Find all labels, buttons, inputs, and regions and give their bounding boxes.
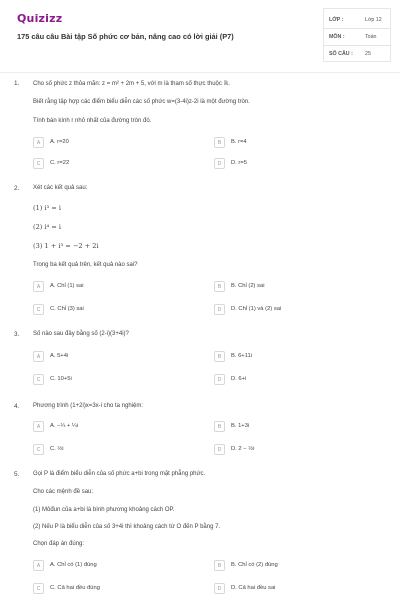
question-text: Cho số phức z thỏa mãn: z = m² + 2m + 5, với m là tham số thực thuộc ℝ. [33,81,230,87]
option-text: C. Chỉ (3) sai [50,306,84,312]
option-text: B. Chỉ có (2) đúng [231,562,278,568]
question-text: Biết rằng tập hợp các điểm biểu diễn các số phức w=(3-4i)z-2i là một đường tròn. [33,99,250,105]
option-text: A. −¼ + ¼i [50,423,79,429]
question-text: Gọi P là điểm biểu diễn của số phức a+bi trong mặt phẳng phức. [33,471,206,477]
option-text: B. 1+3i [231,423,250,429]
question-text: (1) Môđun của a+bi là bình phương khoảng cách OP. [33,507,175,513]
meta-value: Toán [365,34,377,40]
option-badge: B [214,281,225,292]
option-text: A. Chỉ (1) sai [50,283,84,289]
question-text: Tính bán kính r nhỏ nhất của đường tròn đó. [33,118,152,124]
question-number: 2. [14,185,20,192]
option-text: B. 6+11i [231,353,253,359]
option-badge: C [33,583,44,594]
quizizz-logo: Quizizz [17,12,63,25]
meta-key: MÔN : [329,34,345,40]
question-text: Cho các mệnh đề sau: [33,489,94,495]
option-text: B. Chỉ (2) sai [231,283,265,289]
option-text: D. 6+i [231,376,247,382]
question-statement: (1) i³ = i [33,204,62,212]
option-badge: A [33,137,44,148]
option-badge: B [214,137,225,148]
question-text: Phương trình (1+2i)x=3x-i cho ta nghiệm: [33,403,144,409]
option-badge: B [214,351,225,362]
meta-key: LỚP : [329,17,344,23]
option-badge: D [214,444,225,455]
question-text: Số nào sau đây bằng số (2-i)(3+4i)? [33,331,129,337]
option-badge: C [33,444,44,455]
question-text: Trong ba kết quả trên, kết quả nào sai? [33,262,138,268]
meta-row-grade [323,12,391,29]
option-badge: D [214,158,225,169]
option-badge: C [33,158,44,169]
meta-key: SỐ CÂU : [329,51,353,57]
question-statement: (2) i⁴ = i [33,223,62,231]
option-badge: C [33,374,44,385]
option-text: C. r=22 [50,160,70,166]
meta-value: 25 [365,51,371,57]
option-text: A. r=20 [50,139,69,145]
option-text: C. Cả hai đều đúng [50,585,100,591]
question-text: (2) Nếu P là biểu diễn của số 3+4i thì khoảng cách từ O đến P bằng 7. [33,524,221,530]
question-text: Xét các kết quả sau: [33,185,88,191]
header-divider [0,72,400,73]
meta-row-subject [323,29,391,46]
question-number: 4. [14,403,20,410]
option-badge: A [33,351,44,362]
option-text: D. Chỉ (1) và (2) sai [231,306,282,312]
meta-value: Lớp 12 [365,17,382,23]
question-text: Chọn đáp án đúng: [33,541,85,547]
option-badge: D [214,583,225,594]
option-text: A. 5+4i [50,353,69,359]
option-text: B. r=4 [231,139,247,145]
option-text: A. Chỉ có (1) đúng [50,562,97,568]
option-text: D. 2 − ½i [231,446,255,452]
option-badge: A [33,421,44,432]
option-badge: B [214,421,225,432]
option-badge: A [33,560,44,571]
option-text: C. ½i [50,446,64,452]
question-statement: (3) 1 + i³ = −2 + 2i [33,242,99,250]
option-text: D. Cả hai đều sai [231,585,276,591]
question-number: 1. [14,80,20,87]
option-badge: B [214,560,225,571]
question-number: 3. [14,331,20,338]
option-badge: A [33,281,44,292]
meta-row-count [323,46,391,63]
page-header [0,0,400,72]
document-title: 175 câu câu Bài tập Số phức cơ bản, nâng cao có lời giải (P7) [17,32,234,41]
question-number: 5. [14,471,20,478]
option-text: C. 10+5i [50,376,72,382]
option-badge: D [214,374,225,385]
option-badge: D [214,304,225,315]
meta-table [323,12,391,63]
option-text: D. r=5 [231,160,247,166]
option-badge: C [33,304,44,315]
